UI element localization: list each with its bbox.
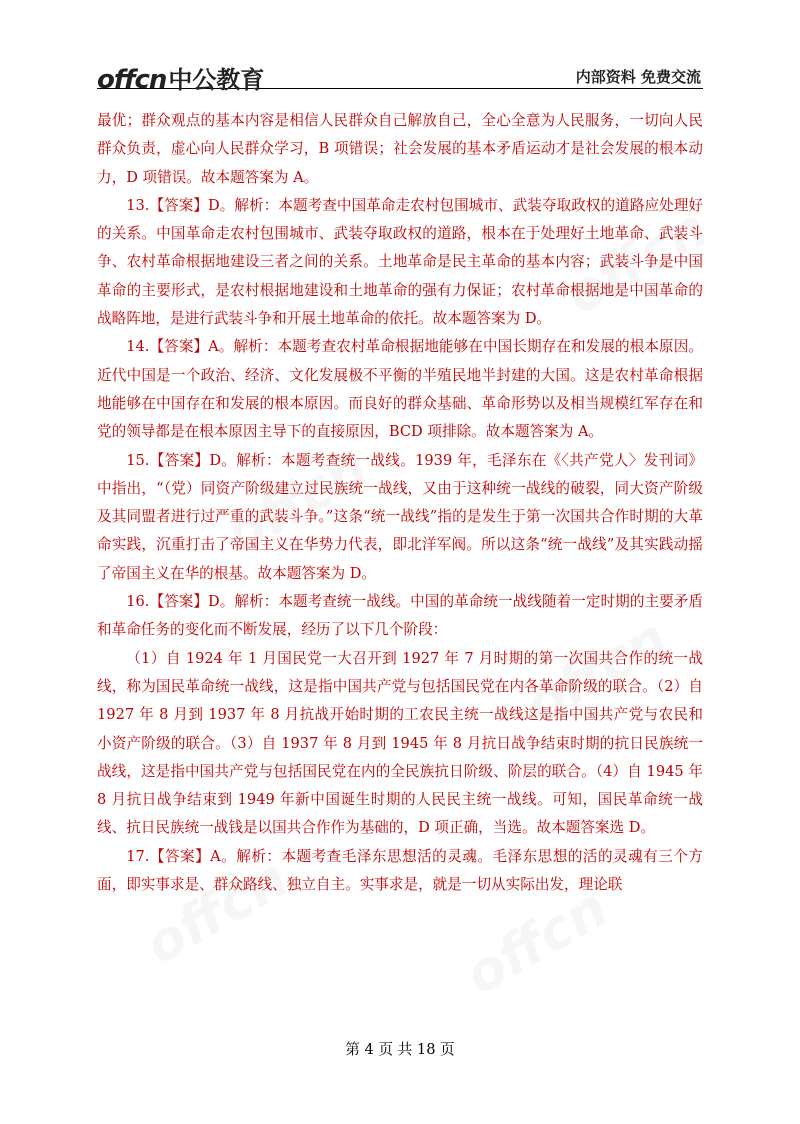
paragraph: 13.【答案】D。解析：本题考查中国革命走农村包围城市、武装夺取政权的道路应处理好的关系。中国革命走农村包围城市、武装夺取政权的道路，根本在于处理好土地革命、武装斗争、农村革命根据地建设三者之间的关系。土地革命是民主革命的基本内容；武装斗争是中国革命的主要形式，是农村根据地建设和土地革命的强有力保证；农村革命根据地是中国革命的战略阵地，是进行武装斗争和开展土地革命的依托。故本题答案为 D。 bbox=[97, 196, 703, 328]
paragraph: 15.【答案】D。解析：本题考查统一战线。1939 年，毛泽东在《〈共产党人〉发刊词》中指出，“（党）同资产阶级建立过民族统一战线，又由于这种统一战线的破裂，同大资产阶级及其同盟者进行过严重的武装斗争。”这条“统一战线”指的是发生于第一次国共合作时期的大革命实践，沉重打击了帝国主义在华势力代表，即北洋军阀。所以这条“统一战线”及其实践动摇了帝国主义在华的根基。故本题答案为 D。 bbox=[97, 451, 703, 582]
logo-chinese-text: 中公教育 bbox=[168, 66, 265, 94]
document-body bbox=[97, 107, 703, 899]
paragraph: 最优；群众观点的基本内容是相信人民群众自己解放自己，全心全意为人民服务，一切向人民群众负责，虚心向人民群众学习，B 项错误；社会发展的基本矛盾运动才是社会发展的根本动力，D 项错误。故本题答案为 A。 bbox=[97, 112, 703, 186]
paragraph: 14.【答案】A。解析：本题考查农村革命根据地能够在中国长期存在和发展的根本原因。近代中国是一个政治、经济、文化发展极不平衡的半殖民地半封建的大国。这是农村革命根据地能够在中国存在和发展的根本原因。而良好的群众基础、革命形势以及相当规模红军存在和党的领导都是在根本原因主导下的直接原因，BCD 项排除。故本题答案为 A。 bbox=[97, 338, 703, 441]
header-note: 内部资料 免费交流 bbox=[575, 68, 701, 86]
page-header bbox=[97, 58, 703, 95]
paragraph: （1）自 1924 年 1 月国民党一大召开到 1927 年 7 月时期的第一次国共合作的统一战线，称为国民革命统一战线，这是指中国共产党与包括国民党在内各革命阶级的联合。（2）自 1927 年 8 月到 1937 年 8 月抗战开始时期的工农民主统一战线这是指中国共产党与农民和小资产阶级的联合。（3）自 1937 年 8 月到 1945 年 8 月抗日战争结束时期的抗日民族统一战线，这是指中国共产党与包括国民党在内的全民族抗日阶级、阶层的联合。（4）自 1945 年 8 月抗日战争结束到 1949 年新中国诞生时期的人民民主统一战线。可知，国民革命统一战线、抗日民族统一战钱是以国共合作作为基础的，D 项正确，当选。故本题答案选 D。 bbox=[97, 649, 703, 837]
offcn-logo bbox=[97, 60, 264, 95]
paragraph: 16.【答案】D。解析：本题考查统一战线。中国的革命统一战线随着一定时期的主要矛盾和革命任务的变化而不断发展，经历了以下几个阶段： bbox=[97, 593, 703, 639]
logo-latin-text: offcn bbox=[97, 65, 167, 95]
page-number: 第 4 页 共 18 页 bbox=[345, 1041, 455, 1058]
paragraph: 17.【答案】A。解析：本题考查毛泽东思想活的灵魂。毛泽东思想的活的灵魂有三个方面，即实事求是、群众路线、独立自主。实事求是，就是一切从实际出发，理论联 bbox=[97, 847, 703, 894]
